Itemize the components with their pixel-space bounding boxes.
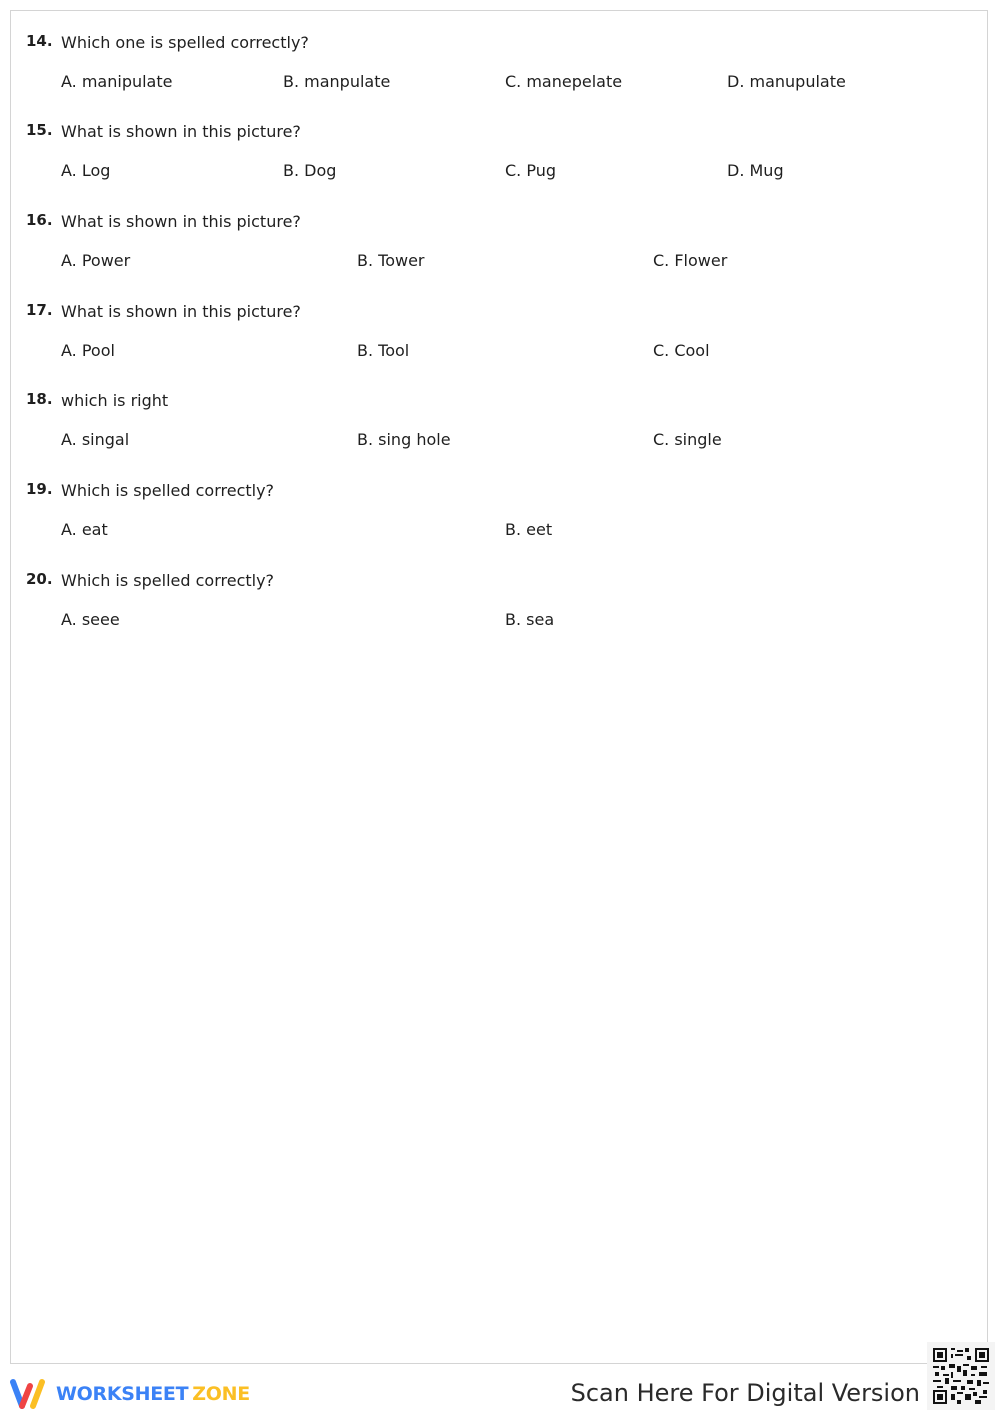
worksheet-zone-logo-icon bbox=[9, 1377, 51, 1411]
option-d[interactable]: D. Mug bbox=[727, 161, 784, 180]
option-c[interactable]: C. Pug bbox=[505, 161, 557, 180]
question-number: 20. bbox=[26, 570, 53, 588]
option-c[interactable]: C. Flower bbox=[653, 251, 728, 270]
option-a[interactable]: A. singal bbox=[61, 430, 130, 449]
option-b[interactable]: B. eet bbox=[505, 520, 553, 539]
question-number: 17. bbox=[26, 301, 53, 319]
qr-code-icon bbox=[933, 1348, 989, 1404]
question-text: Which is spelled correctly? bbox=[61, 481, 275, 500]
brand-logo bbox=[9, 1377, 250, 1411]
option-a[interactable]: A. manipulate bbox=[61, 72, 173, 91]
question-number: 15. bbox=[26, 121, 53, 139]
question-text: which is right bbox=[61, 391, 169, 410]
option-c[interactable]: C. Cool bbox=[653, 341, 710, 360]
brand-secondary: ZONE bbox=[192, 1383, 250, 1405]
question-number: 16. bbox=[26, 211, 53, 229]
option-a[interactable]: A. Log bbox=[61, 161, 111, 180]
option-b[interactable]: B. manpulate bbox=[283, 72, 391, 91]
option-b[interactable]: B. sing hole bbox=[357, 430, 451, 449]
option-a[interactable]: A. eat bbox=[61, 520, 108, 539]
scan-label: Scan Here For Digital Version bbox=[570, 1379, 920, 1407]
question-number: 14. bbox=[26, 32, 53, 50]
question-text: Which is spelled correctly? bbox=[61, 571, 275, 590]
option-a[interactable]: A. Pool bbox=[61, 341, 115, 360]
option-a[interactable]: A. Power bbox=[61, 251, 131, 270]
question-text: What is shown in this picture? bbox=[61, 212, 301, 231]
option-b[interactable]: B. Dog bbox=[283, 161, 337, 180]
brand-primary: WORKSHEET bbox=[56, 1383, 189, 1405]
option-c[interactable]: C. manepelate bbox=[505, 72, 623, 91]
question-number: 18. bbox=[26, 390, 53, 408]
question-text: What is shown in this picture? bbox=[61, 122, 301, 141]
question-text: What is shown in this picture? bbox=[61, 302, 301, 321]
question-text: Which one is spelled correctly? bbox=[61, 33, 309, 52]
option-d[interactable]: D. manupulate bbox=[727, 72, 846, 91]
option-b[interactable]: B. sea bbox=[505, 610, 555, 629]
option-b[interactable]: B. Tower bbox=[357, 251, 425, 270]
question-number: 19. bbox=[26, 480, 53, 498]
qr-code[interactable] bbox=[927, 1342, 995, 1410]
option-b[interactable]: B. Tool bbox=[357, 341, 410, 360]
option-c[interactable]: C. single bbox=[653, 430, 722, 449]
option-a[interactable]: A. seee bbox=[61, 610, 120, 629]
